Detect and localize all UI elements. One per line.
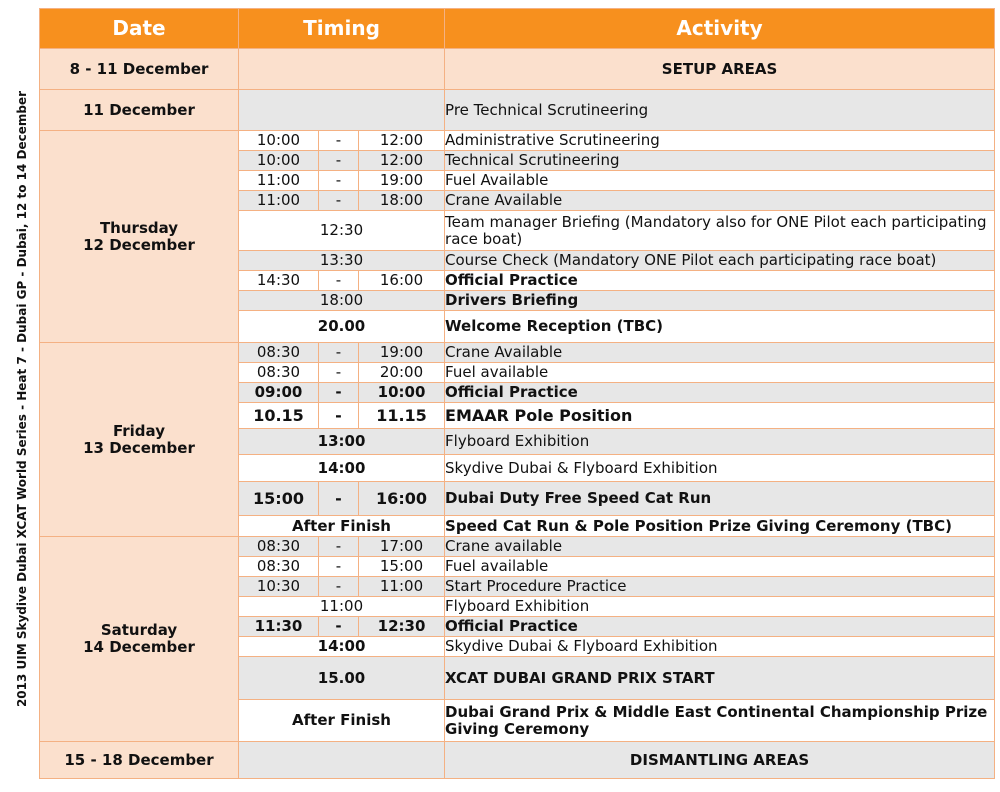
time-cell: 15.00 [239, 657, 445, 700]
header-timing: Timing [239, 9, 445, 49]
start-time: 14:30 [239, 271, 319, 291]
time-cell: 13:00 [239, 429, 445, 455]
time-separator: - [319, 151, 359, 171]
table-row [40, 90, 995, 131]
activity-cell: Fuel available [445, 363, 995, 383]
end-time: 16:00 [359, 482, 445, 516]
date-day: Saturday [100, 621, 178, 639]
table-row [40, 537, 995, 557]
activity-cell: Crane Available [445, 343, 995, 363]
start-time: 08:30 [239, 537, 319, 557]
activity-cell: Drivers Briefing [445, 291, 995, 311]
activity-cell: Official Practice [445, 383, 995, 403]
time-cell: 12:30 [239, 211, 445, 251]
time-separator: - [319, 343, 359, 363]
date-cell-thursday [40, 131, 239, 343]
activity-cell: Dubai Duty Free Speed Cat Run [445, 482, 995, 516]
time-separator: - [319, 191, 359, 211]
end-time: 16:00 [359, 271, 445, 291]
date-cell: 8 - 11 December [40, 49, 239, 90]
activity-cell: EMAAR Pole Position [445, 403, 995, 429]
start-time: 08:30 [239, 343, 319, 363]
start-time: 10:00 [239, 151, 319, 171]
date-cell-friday [40, 343, 239, 537]
start-time: 11:00 [239, 171, 319, 191]
activity-cell: Official Practice [445, 271, 995, 291]
time-separator: - [319, 271, 359, 291]
time-cell: 13:30 [239, 251, 445, 271]
time-cell: 14:00 [239, 637, 445, 657]
table-row [40, 742, 995, 779]
activity-cell: Administrative Scrutineering [445, 131, 995, 151]
activity-cell: Welcome Reception (TBC) [445, 311, 995, 343]
start-time: 10.15 [239, 403, 319, 429]
time-separator: - [319, 617, 359, 637]
timing-cell [239, 90, 445, 131]
activity-cell: Start Procedure Practice [445, 577, 995, 597]
date-date: 14 December [83, 638, 195, 656]
date-day: Thursday [99, 218, 179, 237]
start-time: 08:30 [239, 557, 319, 577]
start-time: 11:30 [239, 617, 319, 637]
timing-cell [239, 49, 445, 90]
activity-cell: Fuel Available [445, 171, 995, 191]
time-separator: - [319, 171, 359, 191]
time-separator: - [319, 482, 359, 516]
table-row [40, 131, 995, 151]
time-cell: 11:00 [239, 597, 445, 617]
activity-cell: SETUP AREAS [445, 49, 995, 90]
end-time: 10:00 [359, 383, 445, 403]
time-separator: - [319, 577, 359, 597]
table-row [40, 343, 995, 363]
time-cell: 14:00 [239, 455, 445, 482]
start-time: 08:30 [239, 363, 319, 383]
activity-cell: Crane Available [445, 191, 995, 211]
activity-cell: Flyboard Exhibition [445, 429, 995, 455]
date-cell-saturday [40, 537, 239, 742]
table-row [40, 49, 995, 90]
end-time: 17:00 [359, 537, 445, 557]
end-time: 18:00 [359, 191, 445, 211]
date-cell: 11 December [40, 90, 239, 131]
end-time: 12:00 [359, 131, 445, 151]
time-separator: - [319, 383, 359, 403]
start-time: 10:00 [239, 131, 319, 151]
time-separator: - [319, 403, 359, 429]
start-time: 11:00 [239, 191, 319, 211]
activity-cell: Pre Technical Scrutineering [445, 90, 995, 131]
end-time: 15:00 [359, 557, 445, 577]
header-date: Date [40, 9, 239, 49]
header-row [40, 9, 995, 49]
side-title-bar [7, 8, 37, 790]
timing-cell [239, 742, 445, 779]
activity-cell: Official Practice [445, 617, 995, 637]
time-separator: - [319, 537, 359, 557]
end-time: 12:30 [359, 617, 445, 637]
time-cell: After Finish [239, 516, 445, 537]
activity-cell: Team manager Briefing (Mandatory also for ONE Pilot each participating race boat) [445, 211, 995, 251]
activity-cell: XCAT DUBAI GRAND PRIX START [445, 657, 995, 700]
activity-cell: Flyboard Exhibition [445, 597, 995, 617]
activity-cell: Technical Scrutineering [445, 151, 995, 171]
activity-cell: Dubai Grand Prix & Middle East Continental Championship Prize Giving Ceremony [445, 700, 995, 742]
time-cell: After Finish [239, 700, 445, 742]
time-cell: 20.00 [239, 311, 445, 343]
time-separator: - [319, 131, 359, 151]
time-separator: - [319, 557, 359, 577]
date-date: 13 December [83, 438, 195, 457]
end-time: 11:00 [359, 577, 445, 597]
side-title: 2013 UIM Skydive Dubai XCAT World Series - Heat 7 - Dubai GP - Dubai, 12 to 14 December [15, 90, 29, 708]
activity-cell: Skydive Dubai & Flyboard Exhibition [445, 637, 995, 657]
activity-cell: Speed Cat Run & Pole Position Prize Giving Ceremony (TBC) [445, 516, 995, 537]
start-time: 09:00 [239, 383, 319, 403]
start-time: 10:30 [239, 577, 319, 597]
end-time: 12:00 [359, 151, 445, 171]
activity-cell: Crane available [445, 537, 995, 557]
time-separator: - [319, 363, 359, 383]
date-date: 12 December [83, 235, 195, 254]
schedule-table [39, 8, 995, 779]
start-time: 15:00 [239, 482, 319, 516]
date-day: Friday [112, 421, 165, 440]
date-cell: 15 - 18 December [40, 742, 239, 779]
end-time: 20:00 [359, 363, 445, 383]
end-time: 11.15 [359, 403, 445, 429]
end-time: 19:00 [359, 343, 445, 363]
activity-cell: Fuel available [445, 557, 995, 577]
header-activity: Activity [445, 9, 995, 49]
activity-cell: DISMANTLING AREAS [445, 742, 995, 779]
time-cell: 18:00 [239, 291, 445, 311]
end-time: 19:00 [359, 171, 445, 191]
activity-cell: Skydive Dubai & Flyboard Exhibition [445, 455, 995, 482]
activity-cell: Course Check (Mandatory ONE Pilot each participating race boat) [445, 251, 995, 271]
